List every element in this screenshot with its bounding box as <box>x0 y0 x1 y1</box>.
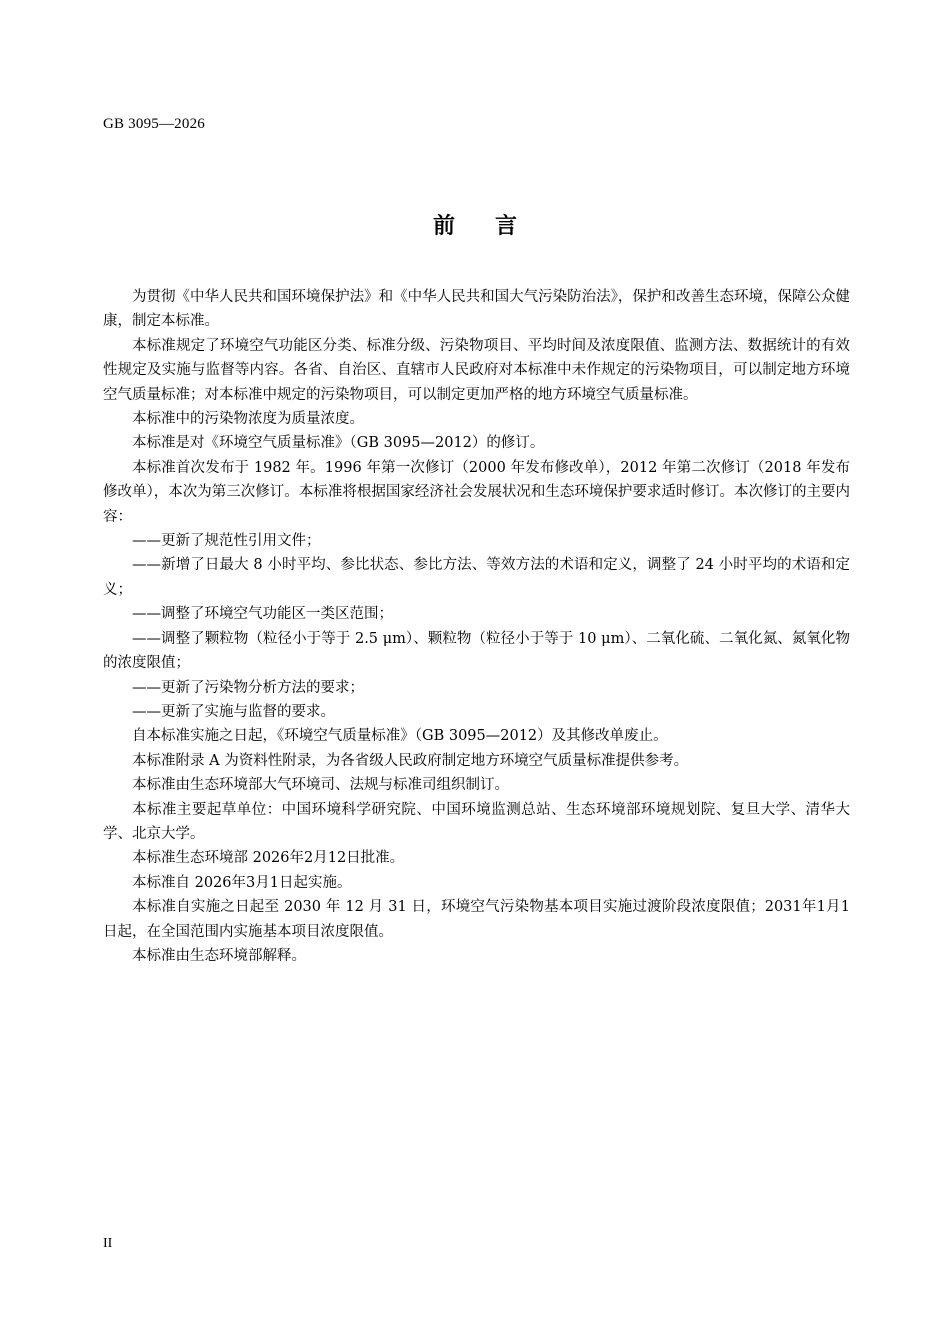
paragraph: 本标准由生态环境部解释。 <box>132 947 306 964</box>
paragraph: 本标准由生态环境部大气环境司、法规与标准司组织制订。 <box>132 777 509 794</box>
revision-item: ——更新了规范性引用文件； <box>132 533 321 550</box>
paragraph: 本标准自 2026年3月1日起实施。 <box>132 874 352 891</box>
paragraph: 自本标准实施之日起，《环境空气质量标准》（GB 3095—2012）及其修改单废止。 <box>132 728 668 745</box>
revision-item: ——新增了日最大 8 小时平均、参比状态、参比方法、等效方法的术语和定义，调整了 24 小时平均的术语和定义； <box>103 557 850 598</box>
revision-item: ——调整了颗粒物（粒径小于等于 2.5 μm）、颗粒物（粒径小于等于 10 μm）、二氧化硫、二氧化氮、氮氧化物的浓度限值； <box>103 630 850 672</box>
paragraph: 为贯彻《中华人民共和国环境保护法》和《中华人民共和国大气污染防治法》，保护和改善生态环境，保障公众健康，制定本标准。 <box>103 289 850 330</box>
paragraph: 本标准自实施之日起至 2030 年 12 月 31 日，环境空气污染物基本项目实施过渡阶段浓度限值；2031年1月1日起，在全国范围内实施基本项目浓度限值。 <box>103 899 850 940</box>
paragraph: 本标准生态环境部 2026年2月12日批准。 <box>132 850 405 867</box>
revision-item: ——更新了污染物分析方法的要求； <box>132 679 364 696</box>
page-number: II <box>103 1236 113 1251</box>
paragraph: 本标准是对《环境空气质量标准》（GB 3095—2012）的修订。 <box>132 435 545 452</box>
paragraph: 本标准中的污染物浓度为质量浓度。 <box>132 411 364 428</box>
paragraph: 本标准首次发布于 1982 年。1996 年第一次修订（2000 年发布修改单），2012 年第二次修订（2018 年发布修改单），本次为第三次修订。本标准将根据国家经济社会发展状况和生态环境保护要求适时修订。本次修订的主要内容： <box>103 459 850 525</box>
paragraph: 本标准附录 A 为资料性附录，为各省级人民政府制定地方环境空气质量标准提供参考。 <box>132 752 689 769</box>
revision-item: ——更新了实施与监督的要求。 <box>132 703 335 720</box>
standard-code: GB 3095—2026 <box>103 116 205 132</box>
page-title: 前言 <box>432 214 557 239</box>
revision-item: ——调整了环境空气功能区一类区范围； <box>132 606 393 623</box>
paragraph: 本标准规定了环境空气功能区分类、标准分级、污染物项目、平均时间及浓度限值、监测方法、数据统计的有效性规定及实施与监督等内容。各省、自治区、直辖市人民政府对本标准中未作规定的污染物项目，可以制定地方环境空气质量标准；对本标准中规定的污染物项目，可以制定更加严格的地方环境空气质量标准。 <box>103 337 850 403</box>
paragraph: 本标准主要起草单位：中国环境科学研究院、中国环境监测总站、生态环境部环境规划院、复旦大学、清华大学、北京大学。 <box>103 801 850 842</box>
foreword-body <box>103 285 850 968</box>
